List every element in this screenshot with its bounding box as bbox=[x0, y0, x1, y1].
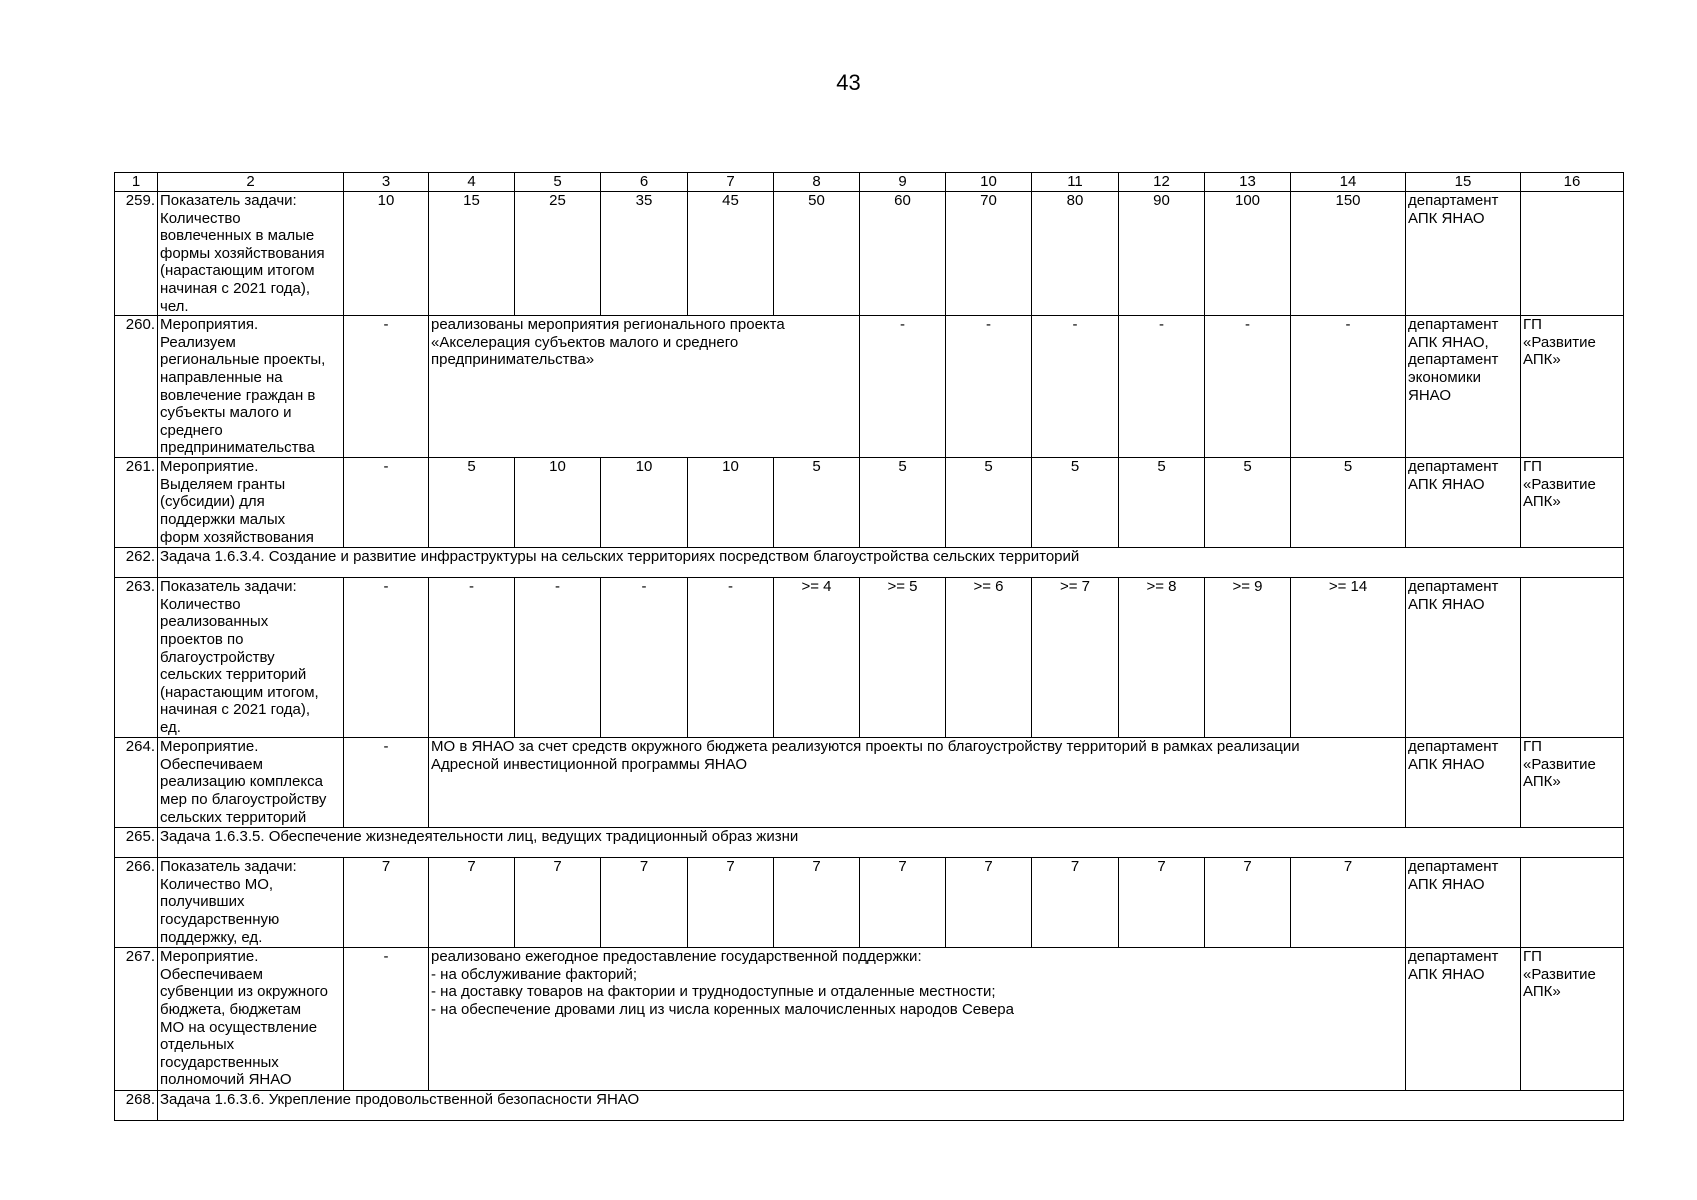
row-number: 265. bbox=[115, 828, 158, 858]
row-name: Мероприятие. Обеспечиваем реализацию комплекса мер по благоустройству сельских территорий bbox=[158, 738, 344, 828]
row-number: 260. bbox=[115, 316, 158, 458]
table-row bbox=[115, 578, 1624, 738]
value-cell: - bbox=[344, 316, 429, 458]
value-cell: 5 bbox=[1291, 458, 1406, 548]
row-name: Показатель задачи: Количество вовлеченных в малые формы хозяйствования (нарастающим итогом начиная с 2021 года), чел. bbox=[158, 192, 344, 316]
row-number: 259. bbox=[115, 192, 158, 316]
value-cell: - bbox=[344, 578, 429, 738]
responsible-cell: департамент АПК ЯНАО bbox=[1406, 738, 1521, 828]
value-cell: 5 bbox=[774, 458, 860, 548]
program-cell bbox=[1521, 578, 1624, 738]
task-row bbox=[115, 1091, 1624, 1121]
program-cell bbox=[1521, 858, 1624, 948]
column-number: 1 bbox=[115, 173, 158, 192]
column-number: 10 bbox=[946, 173, 1032, 192]
row-number: 266. bbox=[115, 858, 158, 948]
task-title: Задача 1.6.3.4. Создание и развитие инфраструктуры на сельских территориях посредством благоустройства сельских территорий bbox=[158, 548, 1624, 578]
row-number: 261. bbox=[115, 458, 158, 548]
value-cell: 10 bbox=[601, 458, 688, 548]
column-number: 3 bbox=[344, 173, 429, 192]
column-number-row bbox=[115, 173, 1624, 192]
column-number: 12 bbox=[1119, 173, 1205, 192]
value-cell: 7 bbox=[1032, 858, 1119, 948]
value-cell: >= 4 bbox=[774, 578, 860, 738]
column-number: 9 bbox=[860, 173, 946, 192]
value-cell: 5 bbox=[429, 458, 515, 548]
responsible-cell: департамент АПК ЯНАО bbox=[1406, 578, 1521, 738]
value-cell: 5 bbox=[1119, 458, 1205, 548]
indicators-table bbox=[114, 172, 1624, 1121]
value-cell: 7 bbox=[860, 858, 946, 948]
value-cell: >= 7 bbox=[1032, 578, 1119, 738]
responsible-cell: департамент АПК ЯНАО bbox=[1406, 858, 1521, 948]
value-cell: - bbox=[688, 578, 774, 738]
value-cell: >= 14 bbox=[1291, 578, 1406, 738]
merged-result-cell: реализованы мероприятия регионального проекта «Акселерация субъектов малого и среднего предпринимательства» bbox=[429, 316, 860, 458]
value-cell: 7 bbox=[344, 858, 429, 948]
page-number: 43 bbox=[836, 70, 861, 95]
value-cell: 25 bbox=[515, 192, 601, 316]
row-name: Мероприятие. Обеспечиваем субвенции из окружного бюджета, бюджетам МО на осуществление отдельных государственных полномочий ЯНАО bbox=[158, 948, 344, 1091]
value-cell: 7 bbox=[601, 858, 688, 948]
column-number: 14 bbox=[1291, 173, 1406, 192]
row-number: 262. bbox=[115, 548, 158, 578]
table-row bbox=[115, 458, 1624, 548]
row-number: 267. bbox=[115, 948, 158, 1091]
row-name: Мероприятия. Реализуем региональные проекты, направленные на вовлечение граждан в субъекты малого и среднего предпринимательства bbox=[158, 316, 344, 458]
value-cell: 7 bbox=[515, 858, 601, 948]
task-title: Задача 1.6.3.6. Укрепление продовольственной безопасности ЯНАО bbox=[158, 1091, 1624, 1121]
value-cell: - bbox=[515, 578, 601, 738]
row-name: Показатель задачи: Количество реализованных проектов по благоустройству сельских территорий (нарастающим итогом, начиная с 2021 года), ед. bbox=[158, 578, 344, 738]
value-cell: 60 bbox=[860, 192, 946, 316]
value-cell: 90 bbox=[1119, 192, 1205, 316]
table-row bbox=[115, 192, 1624, 316]
value-cell: - bbox=[601, 578, 688, 738]
value-cell: 15 bbox=[429, 192, 515, 316]
value-cell: 35 bbox=[601, 192, 688, 316]
merged-result-cell: реализовано ежегодное предоставление государственной поддержки: - на обслуживание факторий; - на доставку товаров на фактории и труднодоступные и отдаленные местности; - на обеспечение дровами лиц из числа коренных малочисленных народов Севера bbox=[429, 948, 1406, 1091]
value-cell: - bbox=[1205, 316, 1291, 458]
column-number: 15 bbox=[1406, 173, 1521, 192]
value-cell: - bbox=[344, 458, 429, 548]
value-cell: - bbox=[946, 316, 1032, 458]
program-cell: ГП «Развитие АПК» bbox=[1521, 738, 1624, 828]
value-cell: - bbox=[860, 316, 946, 458]
merged-result-cell: МО в ЯНАО за счет средств окружного бюджета реализуются проекты по благоустройству территорий в рамках реализации Адресной инвестиционной программы ЯНАО bbox=[429, 738, 1406, 828]
value-cell: 7 bbox=[429, 858, 515, 948]
row-number: 263. bbox=[115, 578, 158, 738]
table-row bbox=[115, 858, 1624, 948]
row-number: 264. bbox=[115, 738, 158, 828]
responsible-cell: департамент АПК ЯНАО bbox=[1406, 192, 1521, 316]
value-cell: 100 bbox=[1205, 192, 1291, 316]
responsible-cell: департамент АПК ЯНАО bbox=[1406, 458, 1521, 548]
task-row bbox=[115, 548, 1624, 578]
value-cell: 7 bbox=[946, 858, 1032, 948]
column-number: 6 bbox=[601, 173, 688, 192]
value-cell: - bbox=[1032, 316, 1119, 458]
program-cell bbox=[1521, 192, 1624, 316]
column-number: 13 bbox=[1205, 173, 1291, 192]
value-cell: 80 bbox=[1032, 192, 1119, 316]
value-cell: 7 bbox=[688, 858, 774, 948]
row-number: 268. bbox=[115, 1091, 158, 1121]
value-cell: 70 bbox=[946, 192, 1032, 316]
value-cell: >= 8 bbox=[1119, 578, 1205, 738]
value-cell: - bbox=[429, 578, 515, 738]
program-cell: ГП «Развитие АПК» bbox=[1521, 458, 1624, 548]
value-cell: 50 bbox=[774, 192, 860, 316]
value-cell: 150 bbox=[1291, 192, 1406, 316]
value-cell: 45 bbox=[688, 192, 774, 316]
program-cell: ГП «Развитие АПК» bbox=[1521, 316, 1624, 458]
column-number: 2 bbox=[158, 173, 344, 192]
value-cell: >= 6 bbox=[946, 578, 1032, 738]
value-cell: 7 bbox=[1205, 858, 1291, 948]
row-name: Показатель задачи: Количество МО, получивших государственную поддержку, ед. bbox=[158, 858, 344, 948]
value-cell: 7 bbox=[774, 858, 860, 948]
table-row bbox=[115, 316, 1624, 458]
column-number: 8 bbox=[774, 173, 860, 192]
column-number: 4 bbox=[429, 173, 515, 192]
value-cell: 10 bbox=[688, 458, 774, 548]
column-number: 11 bbox=[1032, 173, 1119, 192]
value-cell: 5 bbox=[1032, 458, 1119, 548]
table-row bbox=[115, 738, 1624, 828]
value-cell: - bbox=[344, 948, 429, 1091]
value-cell: 5 bbox=[860, 458, 946, 548]
value-cell: 5 bbox=[946, 458, 1032, 548]
column-number: 7 bbox=[688, 173, 774, 192]
value-cell: >= 5 bbox=[860, 578, 946, 738]
responsible-cell: департамент АПК ЯНАО bbox=[1406, 948, 1521, 1091]
value-cell: 7 bbox=[1119, 858, 1205, 948]
value-cell: - bbox=[1119, 316, 1205, 458]
value-cell: - bbox=[344, 738, 429, 828]
column-number: 5 bbox=[515, 173, 601, 192]
value-cell: - bbox=[1291, 316, 1406, 458]
table-row bbox=[115, 948, 1624, 1091]
row-name: Мероприятие. Выделяем гранты (субсидии) для поддержки малых форм хозяйствования bbox=[158, 458, 344, 548]
column-number: 16 bbox=[1521, 173, 1624, 192]
value-cell: 10 bbox=[515, 458, 601, 548]
value-cell: >= 9 bbox=[1205, 578, 1291, 738]
responsible-cell: департамент АПК ЯНАО, департамент экономики ЯНАО bbox=[1406, 316, 1521, 458]
value-cell: 5 bbox=[1205, 458, 1291, 548]
value-cell: 7 bbox=[1291, 858, 1406, 948]
task-title: Задача 1.6.3.5. Обеспечение жизнедеятельности лиц, ведущих традиционный образ жизни bbox=[158, 828, 1624, 858]
task-row bbox=[115, 828, 1624, 858]
value-cell: 10 bbox=[344, 192, 429, 316]
program-cell: ГП «Развитие АПК» bbox=[1521, 948, 1624, 1091]
